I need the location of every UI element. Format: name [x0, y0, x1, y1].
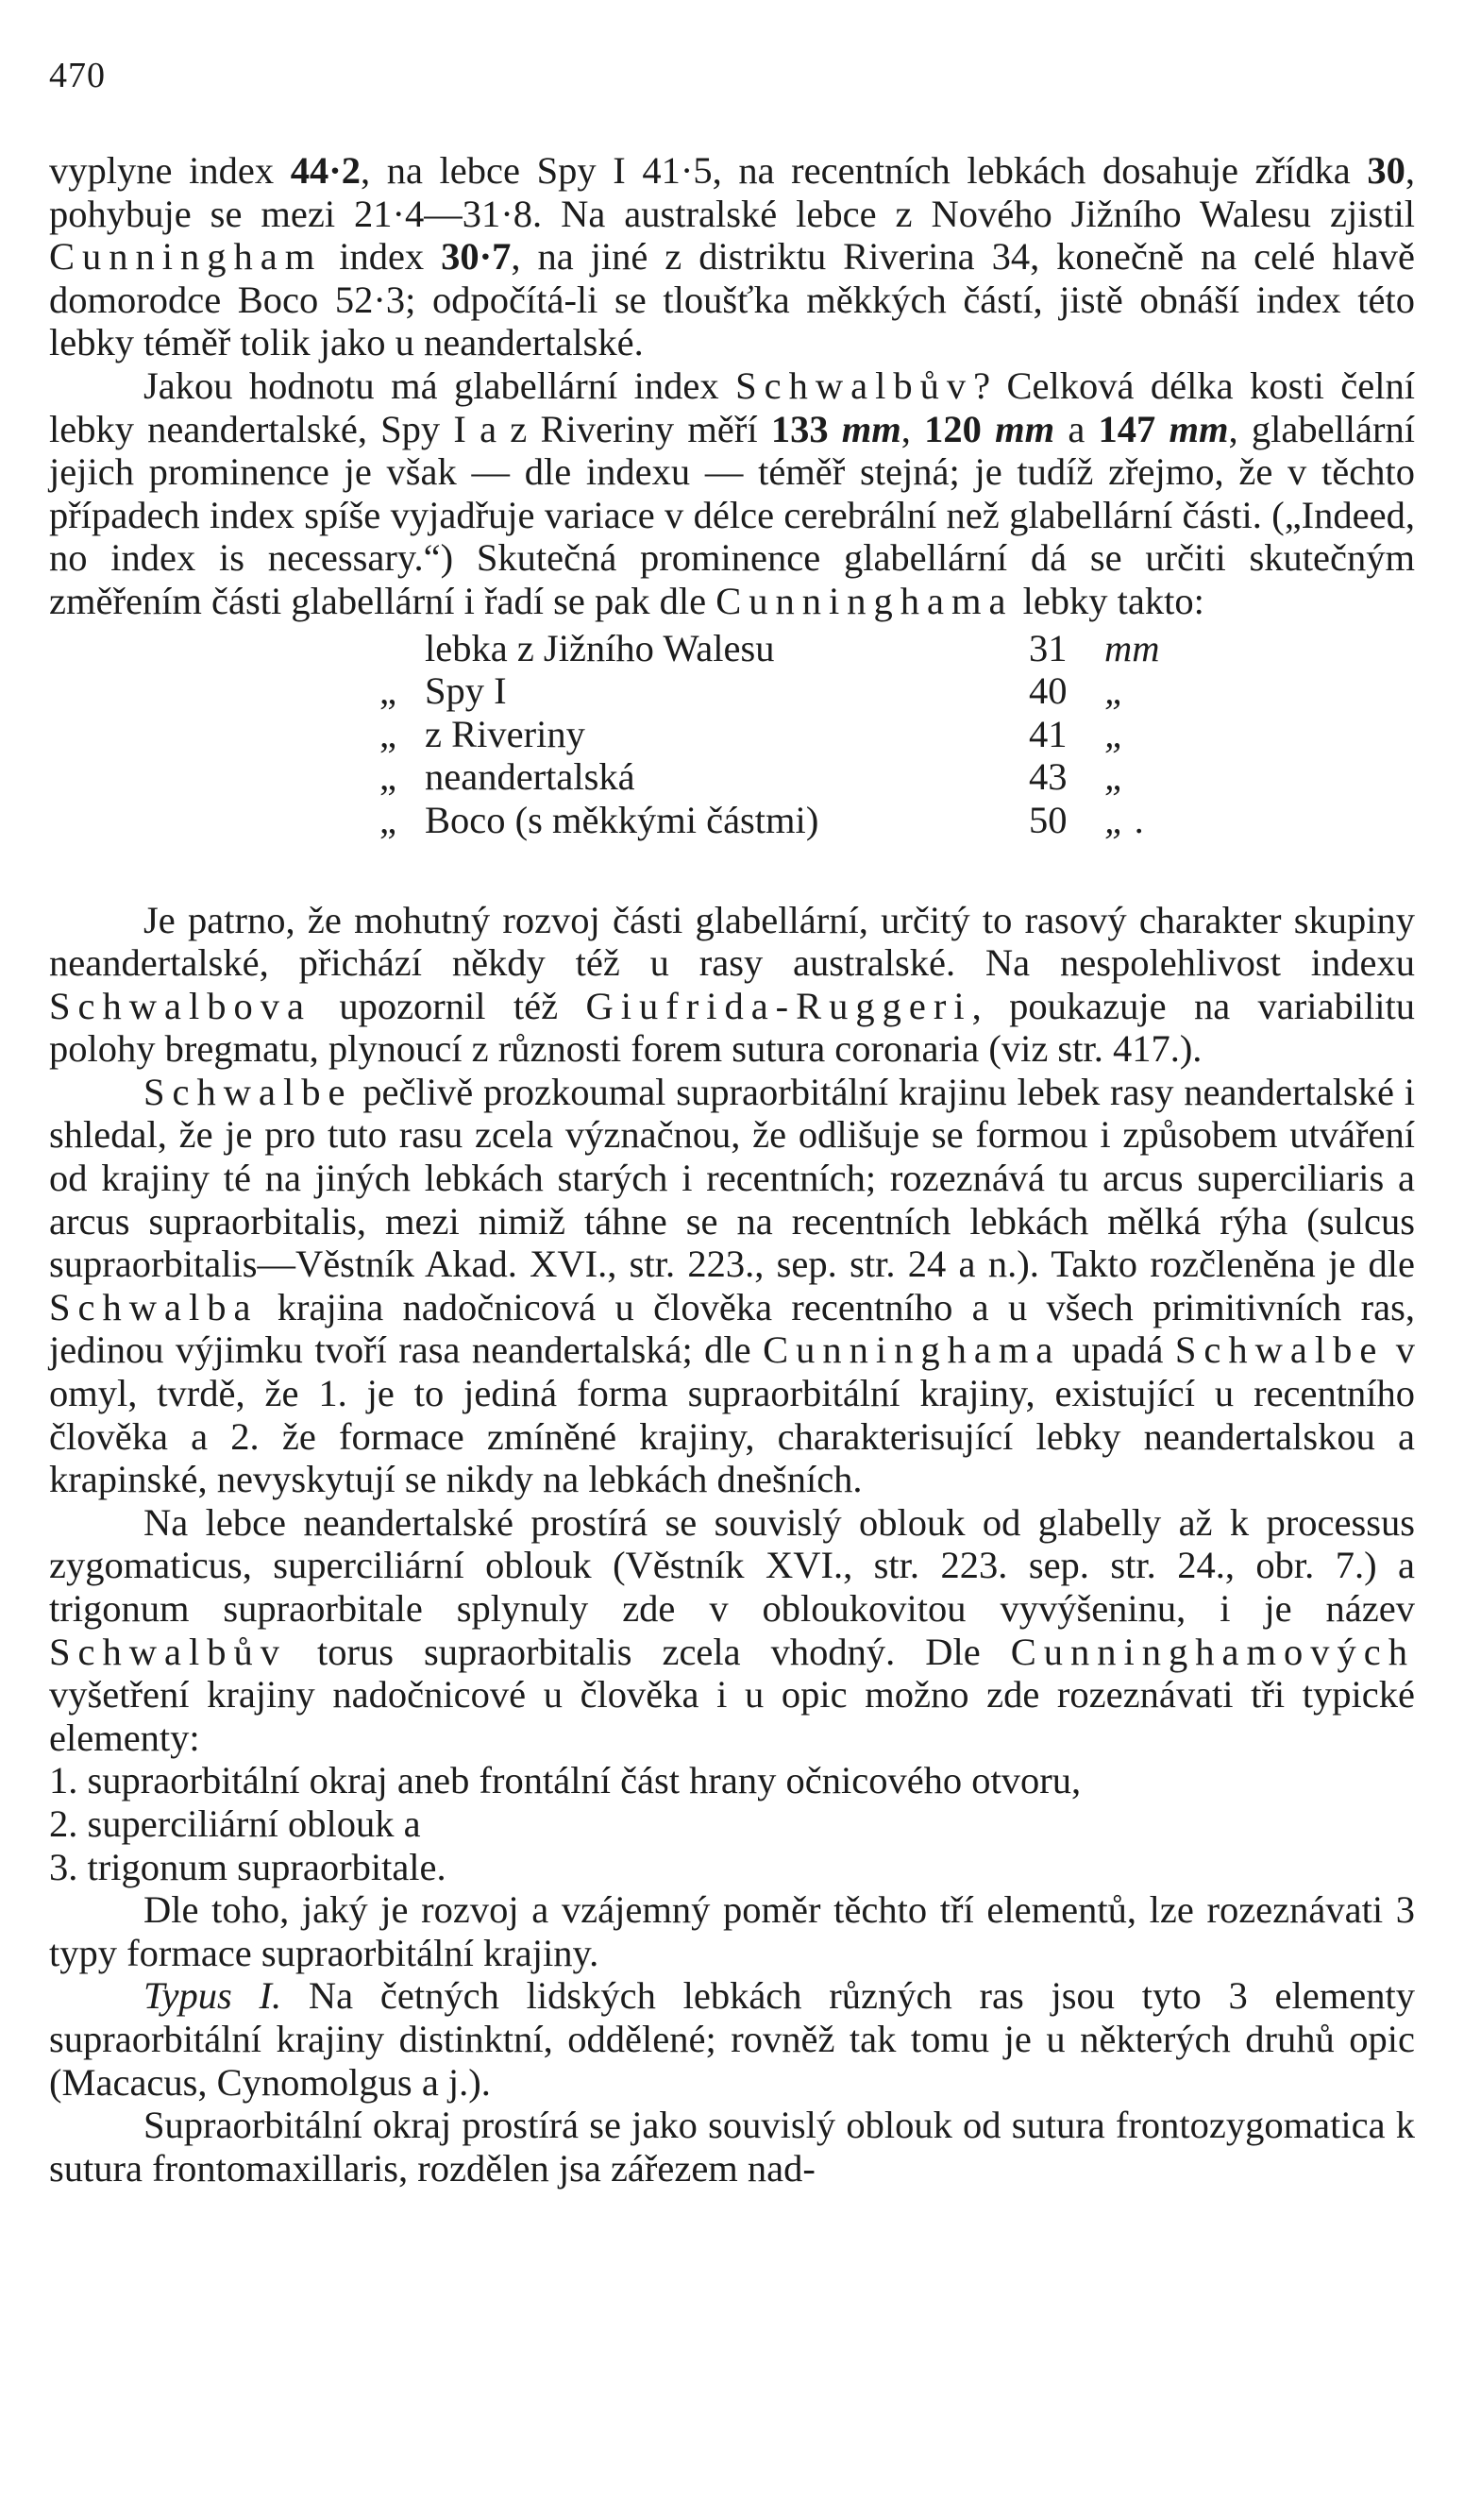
- table-row-label: z Riveriny: [425, 712, 585, 755]
- paragraph-glabellar-index: [49, 364, 1415, 623]
- spaced-name: Schwalbův: [49, 1630, 287, 1673]
- unit: mm: [995, 407, 1055, 450]
- list-item: 1. supraorbitální okraj aneb frontální část hrany očnicového otvoru,: [49, 1759, 1082, 1802]
- index-value: 44·2: [290, 149, 361, 192]
- unit: mm: [1169, 407, 1229, 450]
- ditto-mark: [379, 627, 425, 670]
- spaced-name: Schwalbe: [1174, 1328, 1385, 1372]
- glabellar-prominence-table: [379, 623, 1415, 850]
- text-span: , na recentních lebkách dosahuje zřídka: [712, 149, 1368, 192]
- spaced-name: Schwalba: [49, 1285, 259, 1328]
- text-span: v omyl, tvrdě, že 1. je to jediná forma supraorbitální krajiny, existující u recentního člověka a 2. že formace zmíněné krajiny, charakterisující lebky neandertalskou a krapinské, nevyskytují se nikdy na lebkách dnešních.: [49, 1328, 1416, 1501]
- table-row-label: Spy I: [425, 669, 507, 713]
- paragraph-schwalbe: [49, 1071, 1415, 1501]
- index-value: 34: [991, 235, 1031, 279]
- text-span: Jakou hodnotu má glabellární index: [143, 364, 736, 407]
- paragraph-rasovy-charakter: [49, 899, 1415, 1071]
- text-span: ; odpočítá-li se tloušťka měkkých částí, jistě obnáší index této lebky téměř tolik jako u neandertalské.: [49, 278, 1416, 364]
- table-row-unit: „ .: [1104, 798, 1145, 841]
- index-value: 52·3: [334, 278, 406, 321]
- text-span: vyplyne index: [49, 149, 291, 192]
- text-span: pečlivě prozkoumal supraorbitální krajinu lebek rasy neandertalské i shledal, že je pro tuto rasu zcela význačnou, že odlišuje se formou i způsobem utváření od krajiny té na jiných lebkách starých i recentních; rozeznává tu arcus superciliaris a arcus supraorbitalis, mezi nimiž táhne se na recentních lebkách mělká rýha (sulcus supraorbitalis—Věstník Akad. XVI., str. 223., sep. str. 24 a n.). Takto rozčleněna je dle: [49, 1070, 1415, 1286]
- text-span: index: [322, 235, 442, 279]
- ditto-mark: „: [379, 755, 396, 799]
- page-body: [49, 149, 1415, 2190]
- paragraph-supraorbital-edge: Supraorbitální okraj prostírá se jako souvislý oblouk od sutura frontozygomatica k sutura frontomaxillaris, rozdělen jsa zářezem nad-: [49, 2104, 1415, 2190]
- table-row-unit: „: [1104, 669, 1126, 713]
- spaced-name: Cunninghama: [715, 579, 1014, 622]
- index-value: 30·7: [441, 235, 512, 279]
- table-row-value: 43: [1029, 755, 1068, 799]
- table-row-value: 41: [1029, 712, 1068, 755]
- paragraph-typus-1: [49, 1974, 1415, 2104]
- table-row-label: Boco (s měkkými částmi): [425, 798, 819, 841]
- text-span: Na lebce neandertalské prostírá se souvislý oblouk od glabelly až k processus zygomaticus, superciliární oblouk (Věstník XVI., str. 223. sep. str. 24., obr. 7.) a trigonum supraorbitale splynuly zde v obloukovitou vyvýšeninu, i je název: [49, 1500, 1415, 1630]
- text-span: krajina nadočnicová u člověka recentního a u všech primitivních ras, jedinou výjimku tvoří rasa neandertalská; dle: [49, 1285, 1415, 1372]
- text-span: upadá: [1060, 1328, 1175, 1372]
- table-row-label: neandertalská: [425, 755, 635, 799]
- type-heading: Typus I.: [143, 1974, 282, 2018]
- text-span: , na lebce Spy I: [360, 149, 643, 192]
- measurement-value: 147: [1098, 407, 1156, 450]
- text-span: Na četných lidských lebkách různých ras jsou tyto 3 elementy supraorbitální krajiny distinktní, oddělené; rovněž tak tomu je u některých druhů opic (Macacus, Cynomolgus a j.).: [49, 1974, 1415, 2104]
- index-value: 30: [1367, 149, 1405, 192]
- text-span: , pohybuje se mezi: [49, 149, 1415, 235]
- measurement-value: 120: [924, 407, 982, 450]
- spacer: [49, 850, 1415, 899]
- spaced-name: Schwalbova: [49, 984, 311, 1027]
- table-row-value: 50: [1029, 798, 1068, 841]
- text-span: Je patrno, že mohutný rozvoj části glabellární, určitý to rasový charakter skupiny neandertalské, přichází někdy též u rasy australské. Na nespolehlivost indexu: [49, 898, 1415, 985]
- text-span: upozornil též: [311, 984, 586, 1027]
- text-span: , na jiné z distriktu Riverina: [511, 235, 992, 279]
- spaced-name: Giufrida-Ruggeri: [585, 984, 972, 1027]
- table-row-unit: „: [1104, 712, 1126, 755]
- text-span: ? Celková délka kosti čelní lebky neandertalské, Spy I a z Riveriny měří: [49, 364, 1415, 450]
- table-row-value: 31: [1029, 626, 1068, 669]
- spaced-name: Schwalbův: [735, 364, 974, 407]
- measurement-value: 133: [770, 407, 829, 450]
- text-span: . Na australské lebce z Nového Jižního Walesu zjistil: [532, 192, 1416, 235]
- table-row-value: 40: [1029, 669, 1068, 713]
- list-item: 2. superciliární oblouk a: [49, 1801, 421, 1845]
- text-span: torus supraorbitalis zcela vhodný. Dle: [286, 1630, 1011, 1673]
- ditto-mark: „: [379, 669, 396, 713]
- text-span: a: [1054, 407, 1099, 450]
- paragraph-three-types: Dle toho, jaký je rozvoj a vzájemný poměr těchto tří elementů, lze rozeznávati 3 typy formace supraorbitální krajiny.: [49, 1888, 1415, 1974]
- spaced-name: Cunningham: [49, 235, 323, 279]
- list-item: 3. trigonum supraorbitale.: [49, 1845, 446, 1888]
- index-value: 41·5: [642, 149, 713, 192]
- ditto-mark: „: [379, 798, 396, 841]
- text-span: ,: [900, 407, 925, 450]
- table-row-label: lebka z Jižního Walesu: [425, 626, 775, 669]
- spaced-name: Cunninghama: [763, 1328, 1061, 1372]
- index-range: 21·4—31·8: [354, 192, 533, 235]
- text-span: , konečně na celé hlavě domorodce Boco: [49, 235, 1415, 321]
- unit: mm: [841, 407, 901, 450]
- paragraph-torus-supraorbitalis: [49, 1501, 1415, 1760]
- table-row-unit: mm: [1104, 626, 1160, 669]
- page-number: 470: [49, 56, 106, 95]
- text-span: lebky takto:: [1013, 579, 1204, 622]
- paragraph-index-values: [49, 149, 1415, 364]
- spaced-name: Cunninghamových: [1010, 1630, 1415, 1673]
- ditto-mark: „: [379, 712, 396, 755]
- text-span: vyšetření krajiny nadočnicové u člověka i u opic možno zde rozeznávati tři typické elementy:: [49, 1673, 1415, 1759]
- text-span: , poukazuje na variabilitu polohy bregmatu, plynoucí z různosti forem sutura coronaria (viz str. 417.).: [49, 984, 1415, 1071]
- spaced-name: Schwalbe: [143, 1070, 353, 1113]
- table-row-unit: „: [1104, 755, 1126, 799]
- text-span: , glabellární jejich prominence je však — dle indexu — téměř stejná; je tudíž zřejmo, že v těchto případech index spíše vyjadřuje variace v délce cerebrální než glabellární části. („Indeed, no index is necessary.“) Skutečná prominence glabellární dá se určiti skutečným změřením části glabellární i řadí se pak dle: [49, 407, 1416, 622]
